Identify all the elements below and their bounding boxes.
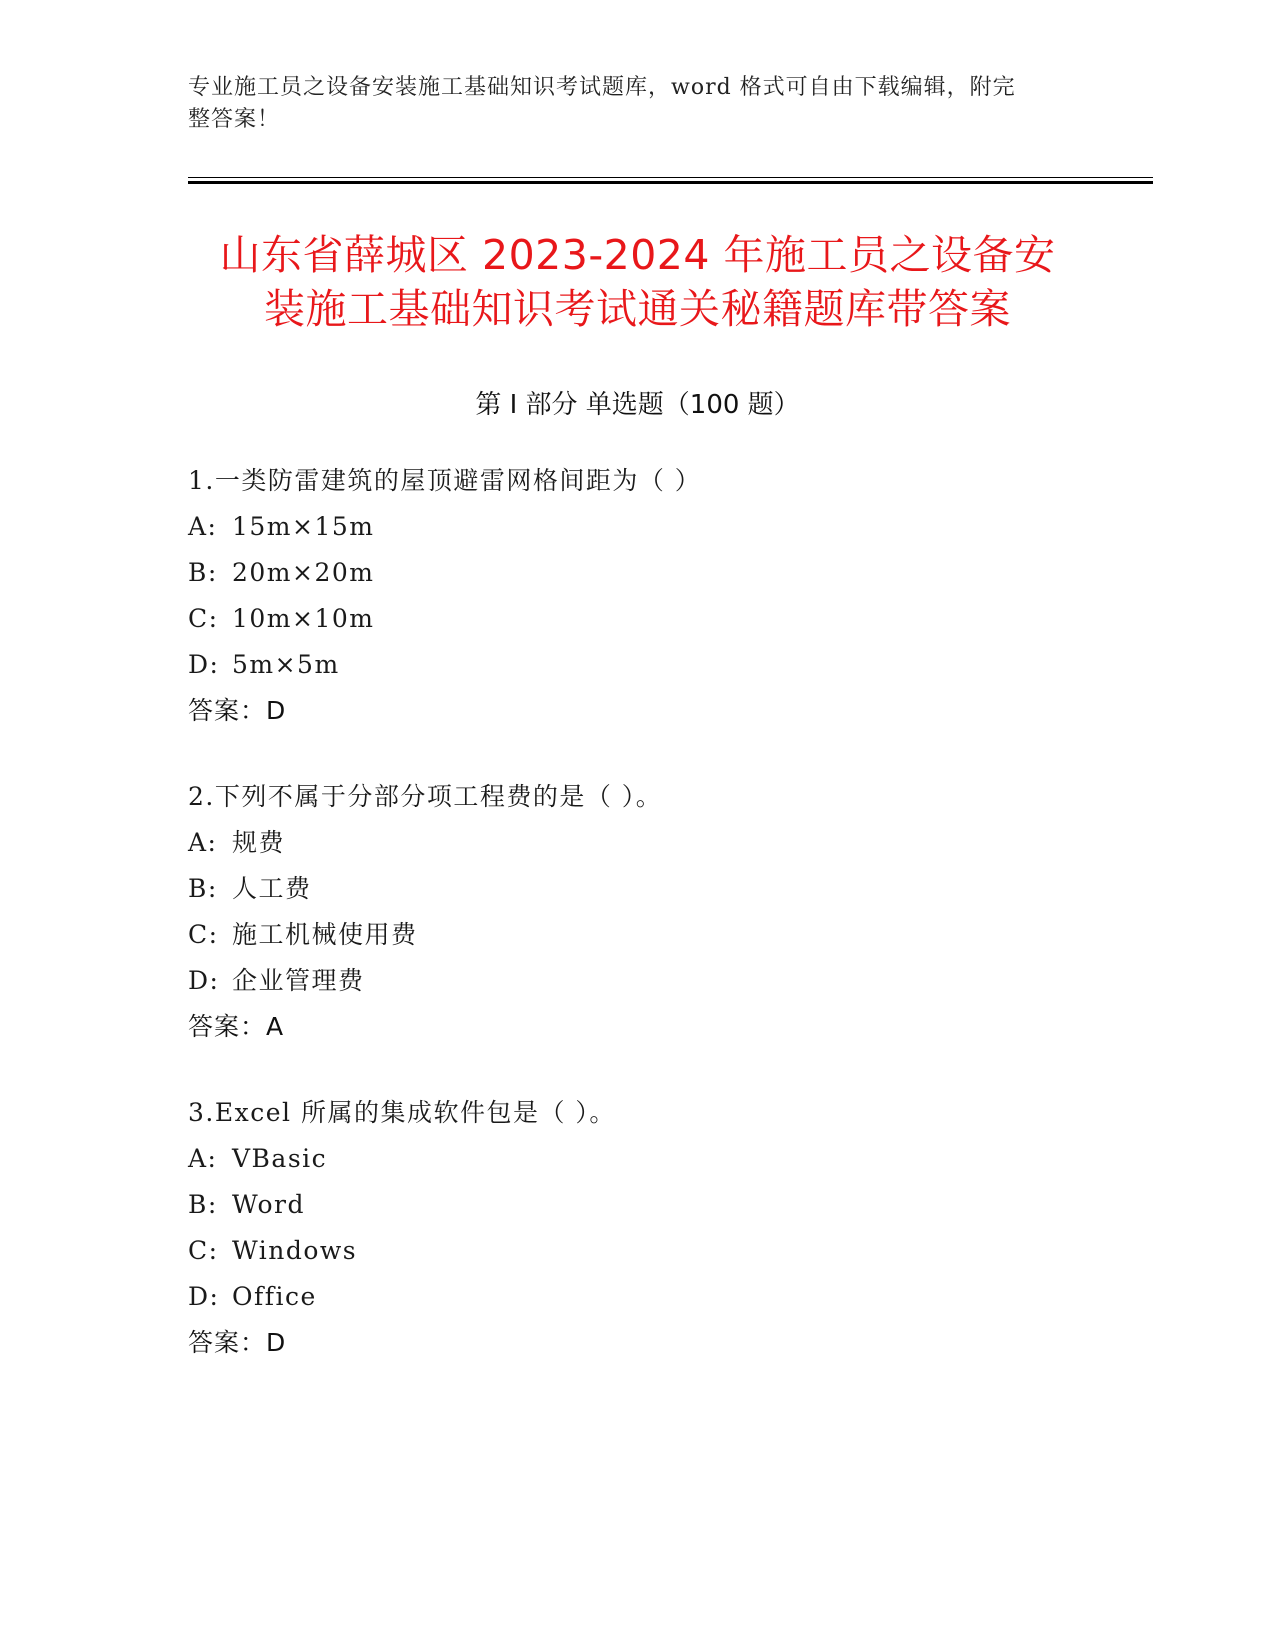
question-stem: 1.一类防雷建筑的屋顶避雷网格间距为（ ） — [188, 466, 702, 495]
option-letter: D: — [188, 1282, 220, 1311]
option-text: VBasic — [232, 1144, 328, 1173]
option-letter: A: — [188, 512, 218, 541]
option-c — [188, 1228, 1088, 1274]
answer: 答案：D — [188, 1328, 287, 1357]
question-stem: 2.下列不属于分部分项工程费的是（ ）。 — [188, 782, 663, 811]
header-divider-thin — [188, 177, 1153, 178]
option-text: 人工费 — [232, 874, 312, 903]
header-note-line-1: 专业施工员之设备安装施工基础知识考试题库，word 格式可自由下载编辑，附完 — [188, 75, 1016, 100]
answer: 答案：A — [188, 1012, 285, 1041]
option-text: 10m×10m — [232, 604, 375, 633]
document-title-line-1: 山东省薛城区 2023-2024 年施工员之设备安 — [219, 231, 1056, 279]
option-text: 企业管理费 — [232, 966, 365, 995]
option-d — [188, 1274, 1088, 1320]
option-d — [188, 958, 1088, 1004]
option-c — [188, 596, 1088, 642]
option-letter: D: — [188, 650, 220, 679]
option-letter: A: — [188, 828, 218, 857]
option-letter: B: — [188, 874, 218, 903]
option-text: 15m×15m — [232, 512, 375, 541]
option-text: 5m×5m — [232, 650, 340, 679]
document-title-line-2: 装施工基础知识考试通关秘籍题库带答案 — [264, 285, 1011, 333]
option-letter: C: — [188, 920, 219, 949]
option-b — [188, 1182, 1088, 1228]
option-letter: A: — [188, 1144, 218, 1173]
option-c — [188, 912, 1088, 958]
question-1 — [188, 458, 1088, 734]
header-note — [188, 72, 1088, 136]
option-d — [188, 642, 1088, 688]
header-divider-thick — [188, 181, 1153, 184]
option-a — [188, 504, 1088, 550]
option-letter: C: — [188, 604, 219, 633]
document-title — [150, 228, 1125, 336]
option-text: Office — [232, 1282, 317, 1311]
option-text: Word — [232, 1190, 306, 1219]
option-text: 规费 — [232, 828, 286, 857]
option-text: 20m×20m — [232, 558, 375, 587]
option-text: 施工机械使用费 — [232, 920, 418, 949]
option-b — [188, 550, 1088, 596]
header-note-line-2: 整答案！ — [188, 107, 281, 132]
option-letter: C: — [188, 1236, 219, 1265]
option-text: Windows — [232, 1236, 358, 1265]
option-b — [188, 866, 1088, 912]
option-letter: B: — [188, 558, 218, 587]
option-letter: B: — [188, 1190, 218, 1219]
question-stem: 3.Excel 所属的集成软件包是（ ）。 — [188, 1098, 616, 1127]
option-a — [188, 820, 1088, 866]
question-3 — [188, 1090, 1088, 1366]
section-title: 第 I 部分 单选题（100 题） — [475, 390, 800, 420]
question-2 — [188, 774, 1088, 1050]
option-a — [188, 1136, 1088, 1182]
answer: 答案：D — [188, 696, 287, 725]
option-letter: D: — [188, 966, 220, 995]
